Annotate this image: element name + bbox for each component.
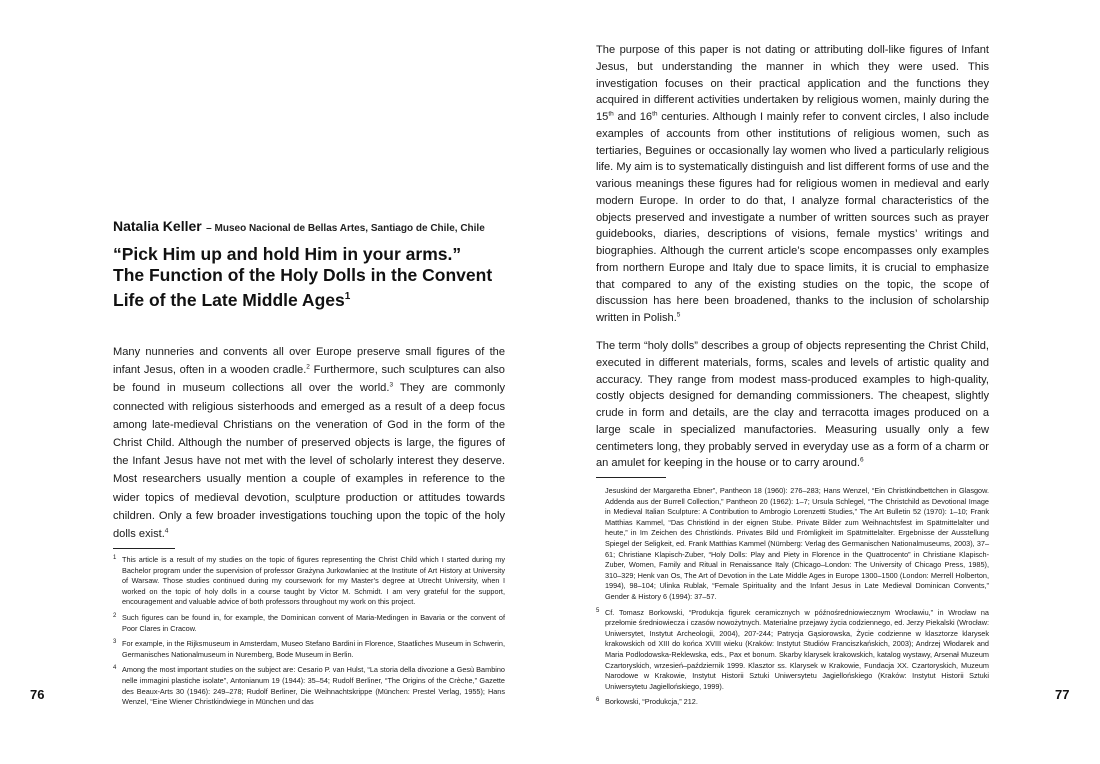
body-sentence: They are commonly connected with religious sisterhoods and emerged as a result of a deep focus among late-medieval Christians on the veneration of God in the form of the Christ Child. Although the number of preserved objects is large, the figures of the Infant Jesus have not met with the level of scholarly interest they deserve. Most researchers usually mention a couple of examples in reference to the wider topics of medieval devotion, sculpture production or attitudes towards children. Only a few broader investigations touching upon the topic of the holy dolls exist. [113, 382, 505, 541]
footnote [113, 639, 505, 660]
footnote-text: This article is a result of my studies on the topic of figures representing the Christ Child which I started during my Bachelor program under the supervision of professor Grażyna Jurkowlaniec at the Institute of Art History at University of Warsaw. Those studies continued during my coursework for my Master’s degree at Utrecht University, when I worked on the topic of holy dolls in a course taught by Victor M. Schmidt. I am very grateful for the support, encouragement and valuable advice of both professors throughout my work on this project. [122, 555, 505, 607]
page-number: 76 [30, 687, 45, 702]
footnote-number: 1 [113, 555, 117, 561]
footnote-divider [113, 548, 175, 549]
footnote-number: 4 [113, 665, 117, 672]
footnote-number: 3 [113, 639, 117, 646]
page-number: 77 [1055, 687, 1070, 702]
footnote [113, 555, 505, 608]
footnote [113, 665, 505, 707]
footnote [596, 608, 989, 693]
title-line-3-text: Life of the Late Middle Ages [113, 289, 345, 310]
author-line [113, 218, 513, 236]
body-segment: The purpose of this paper is not dating or attributing doll-like figures of Infant Jesus, but understanding the manner in which they were used. This investigation focuses on their practical application and the functions they acquired in different activities undertaken by religious women, mainly during the 15 [596, 44, 989, 123]
footnote-ref: 5 [676, 311, 681, 319]
right-body-paragraph-1 [596, 42, 989, 327]
body-sentence: Furthermore, such sculptures can also be found in museum collections all over the world. [113, 364, 505, 395]
footnote [113, 613, 505, 634]
body-sentence: Many nunneries and convents all over Europe preserve small figures of the infant Jesus, often in a wooden cradle. [113, 346, 505, 377]
superscript: th [652, 110, 658, 118]
article-title [113, 244, 513, 311]
footnote-ref: 3 [389, 381, 394, 389]
footnote-continuation: Jesuskind der Margaretha Ebner”, Pantheon 18 (1960): 276–283; Hans Wenzel, “Ein Christkindbettchen in Glasgow. Addenda aus der Burrell Collection,” Pantheon 20 (1962): 1–7; Ursula Schlegel, “The Christchild as Devotional Image in Medieval Italian Sculpture: A Contribution to Ambrogio Lorenzetti Studies,” The Art Bulletin 52 (1970): 1–10; Frank Matthias Kammel, “Das Christkind in der eignen Stube. Private Bilder zum Weihnachtsfest im Spätmittelalter und heute,” in Im Zeichen des Christkinds. Privates Bild und Frömligkeit im Spätmittelalter. Ergebnisse der Ausstellung Spiegel der Seligkeit, ed. Frank Matthias Kammel (Nürnberg: Verlag des Germanischen Nationalmuseums, 2003), 37–61; Christiane Klapisch-Zuber, “Holy Dolls: Play and Piety in Florence in the Quattrocento” in Christiane Klapisch-Zuber, Women, Family and Ritual in Renaissance Italy (Chicago–London: The University of Chicago Press, 1985), 310–329; Henk van Os, The Art of Devotion in the Late Middle Ages in Europe 1300–1500 (London: Merrell Holberton, 1994), 98–104; Ulinka Rublak, “Female Spirituality and the Infant Jesus in Late Medieval Dominican Convents,” Gender & History 6 (1994): 37–57. [605, 486, 989, 601]
footnote-text: Cf. Tomasz Borkowski, “Produkcja figurek ceramicznych w późnośredniowiecznym Wrocławiu,” in Wrocław na przełomie średniowiecza i czasów nowożytnych. Materialne przejawy życia codziennego, ed. Jerzy Piekalski (Wrocław: Uniwersytet, Instytut Archeologii, 2004), 207-244; Patrycja Gąsiorowska, Życie codzienne w klasztorze klarysek krakowskich od XIII do końca XVIII wieku (Kraków: Instytut Studiów Franciszkańskich, 2003); Andrzej Włodarek and Maria Podlodowska-Reklewska, eds., Pax et bonum. Skarby klarysek krakowskich, katalog wystawy, Arsenał Muzeum Czartoryskich, wrzesień–październik 1999. Klasztor ss. Klarysek w Krakowie, Fundacja XX. Czartoryskich, Muzeum Narodowe w Krakowie, Instytut Historii Sztuki Uniwersytetu Jagiellońskiego (Kraków: Instytut Historii Sztuki Uniwersytetu Jagiellońskiego, 1999). [605, 607, 989, 691]
footnote-text: For example, in the Rijksmuseum in Amsterdam, Museo Stefano Bardini in Florence, Staatliches Museum in Schwerin, Germanisches Nationalmuseum in Nuremberg, Bode Museum in Berlin. [122, 639, 505, 659]
footnote-number: 2 [113, 612, 117, 619]
author-affiliation: – Museo Nacional de Bellas Artes, Santiago de Chile, Chile [206, 223, 485, 234]
footnote-text: Such figures can be found in, for example, the Dominican convent of Maria-Medingen in Bavaria or the convent of Poor Clares in Cracow. [122, 612, 505, 633]
title-line-2: The Function of the Holy Dolls in the Convent [113, 265, 493, 285]
body-segment: The term “holy dolls” describes a group of objects representing the Christ Child, executed in different materials, forms, scales and levels of artistic quality and accuracy. They range from modest mass-produced examples to high-quality, costly objects designed for demanding commissioners. The cheapest, slightly crude in form and details, are the clay and terracotta images produced on a large scale in specialized manufactories. Measuring usually only a few centimeters long, they probably served in everyday use as a form of a charm or an amulet for keeping in the house or to carry around. [596, 340, 989, 470]
body-segment: centuries. Although I mainly refer to convent circles, I also include examples of accounts from other institutions of religious women, such as tertiaries, Beguines or occasionally lay women who lived a particularly religious life. My aim is to systematically distinguish and list different forms of use and the various meanings these figures had for religious women in medieval and early modern Europe. In order to do that, I analyze formal characteristics of the objects preserved and investigate a number of written sources such as prayer guidebooks, diaries, descriptions of visions, female mystics’ writings and biographies. Although the current article’s scope encompasses only examples from northern Europe and Italy due to space limits, it is crucial to emphasize that compared to any of the existing studies on the topic, the scope of discussion has here been broadened, thanks to the inclusion of scholarship written in Polish. [596, 111, 989, 324]
author-name: Natalia Keller [113, 218, 202, 234]
title-line-3 [113, 286, 513, 311]
footnote-ref: 6 [859, 456, 864, 464]
body-segment: and 16 [613, 111, 653, 123]
right-body-paragraph-2 [596, 338, 989, 472]
left-body-paragraph [113, 343, 505, 543]
title-footnote-ref: 1 [344, 291, 351, 302]
right-footnotes [596, 486, 989, 713]
title-line-1: “Pick Him up and hold Him in your arms.” [113, 244, 462, 264]
footnote [596, 697, 989, 708]
footnote-divider [596, 477, 666, 478]
footnote-text: Borkowski, “Produkcja,” 212. [605, 697, 698, 707]
left-footnotes [113, 555, 505, 713]
footnote-ref: 2 [306, 363, 310, 371]
right-page [550, 0, 1100, 764]
footnote-number: 5 [596, 607, 600, 614]
footnote-text: Among the most important studies on the subject are: Cesario P. van Hulst, “La storia della divozione a Gesù Bambino nelle immagini plastiche isolate”, Antonianum 19 (1944): 35–54; Rudolf Berliner, “The Origins of the Crèche,” Gazette des Beaux-Arts 30 (1946): 249–278; Rudolf Berliner, Die Weihnachtskrippe (München: Prestel Verlag, 1955); Hans Wenzel, “Eine Wiener Christkindwiege in München und das [122, 665, 505, 707]
footnote-ref: 4 [164, 527, 169, 535]
footnote-number: 6 [596, 697, 600, 704]
superscript: th [608, 110, 614, 118]
